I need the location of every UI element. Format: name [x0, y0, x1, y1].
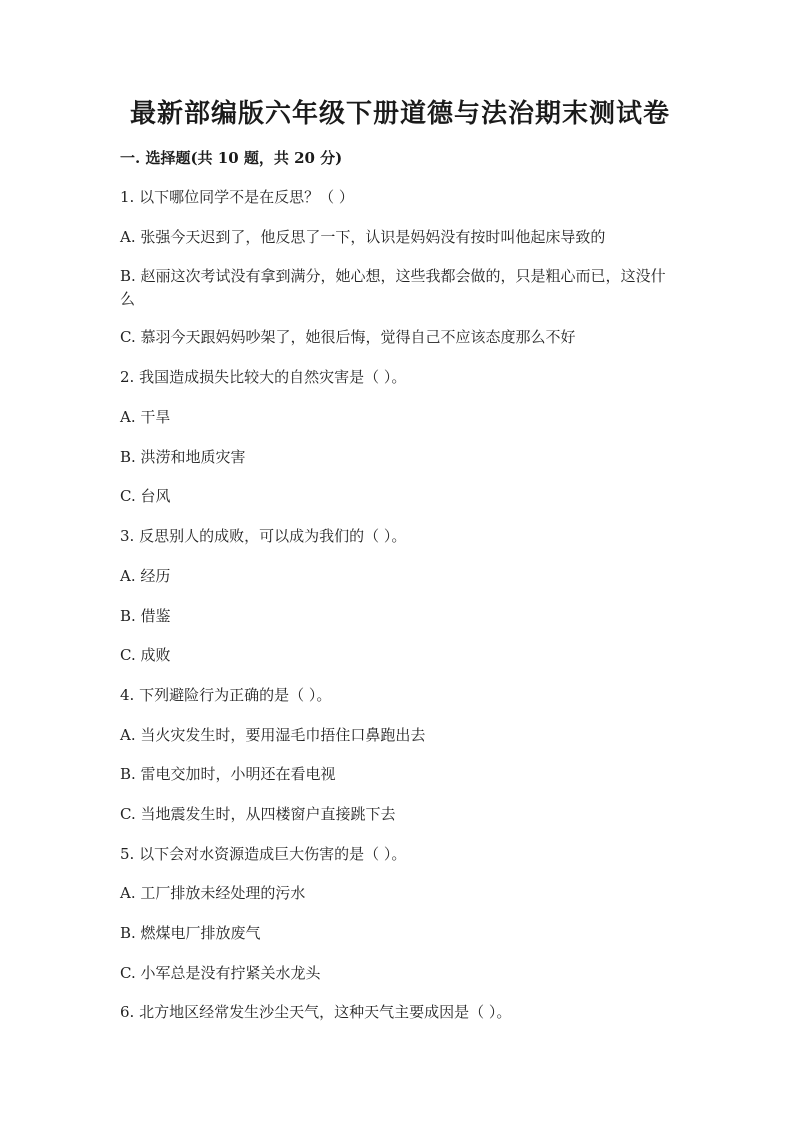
answer-option: B. 赵丽这次考试没有拿到满分，她心想，这些我都会做的，只是粗心而已，这没什么 — [120, 267, 666, 308]
answer-option: B. 雷电交加时，小明还在看电视 — [120, 765, 336, 783]
answer-option: B. 借鉴 — [120, 607, 171, 625]
answer-option: C. 慕羽今天跟妈妈吵架了，她很后悔，觉得自己不应该态度那么不好 — [120, 328, 576, 346]
question-stem: 1. 以下哪位同学不是在反思？（ ） — [120, 188, 354, 206]
answer-option: A. 干旱 — [120, 408, 171, 426]
section-heading: 一. 选择题(共 10 题，共 20 分) — [120, 149, 343, 167]
page-title: 最新部编版六年级下册道德与法治期末测试卷 — [129, 99, 670, 129]
answer-option: B. 洪涝和地质灾害 — [120, 448, 246, 466]
question-stem: 4. 下列避险行为正确的是（ ）。 — [120, 686, 332, 704]
answer-option: C. 小军总是没有拧紧关水龙头 — [120, 964, 321, 982]
answer-option: C. 当地震发生时，从四楼窗户直接跳下去 — [120, 805, 396, 823]
answer-option: C. 台风 — [120, 487, 171, 505]
answer-option: B. 燃煤电厂排放废气 — [120, 924, 261, 942]
question-stem: 5. 以下会对水资源造成巨大伤害的是（ ）。 — [120, 845, 407, 863]
question-stem: 3. 反思别人的成败，可以成为我们的（ ）。 — [120, 527, 407, 545]
answer-option: A. 张强今天迟到了，他反思了一下，认识是妈妈没有按时叫他起床导致的 — [120, 228, 606, 246]
answer-option: C. 成败 — [120, 646, 171, 664]
answer-option: A. 经历 — [120, 567, 171, 585]
answer-option: A. 工厂排放未经处理的污水 — [120, 884, 306, 902]
question-stem: 2. 我国造成损失比较大的自然灾害是（ ）。 — [120, 368, 407, 386]
answer-option: A. 当火灾发生时，要用湿毛巾捂住口鼻跑出去 — [120, 726, 426, 744]
question-stem: 6. 北方地区经常发生沙尘天气，这种天气主要成因是（ ）。 — [120, 1003, 512, 1021]
